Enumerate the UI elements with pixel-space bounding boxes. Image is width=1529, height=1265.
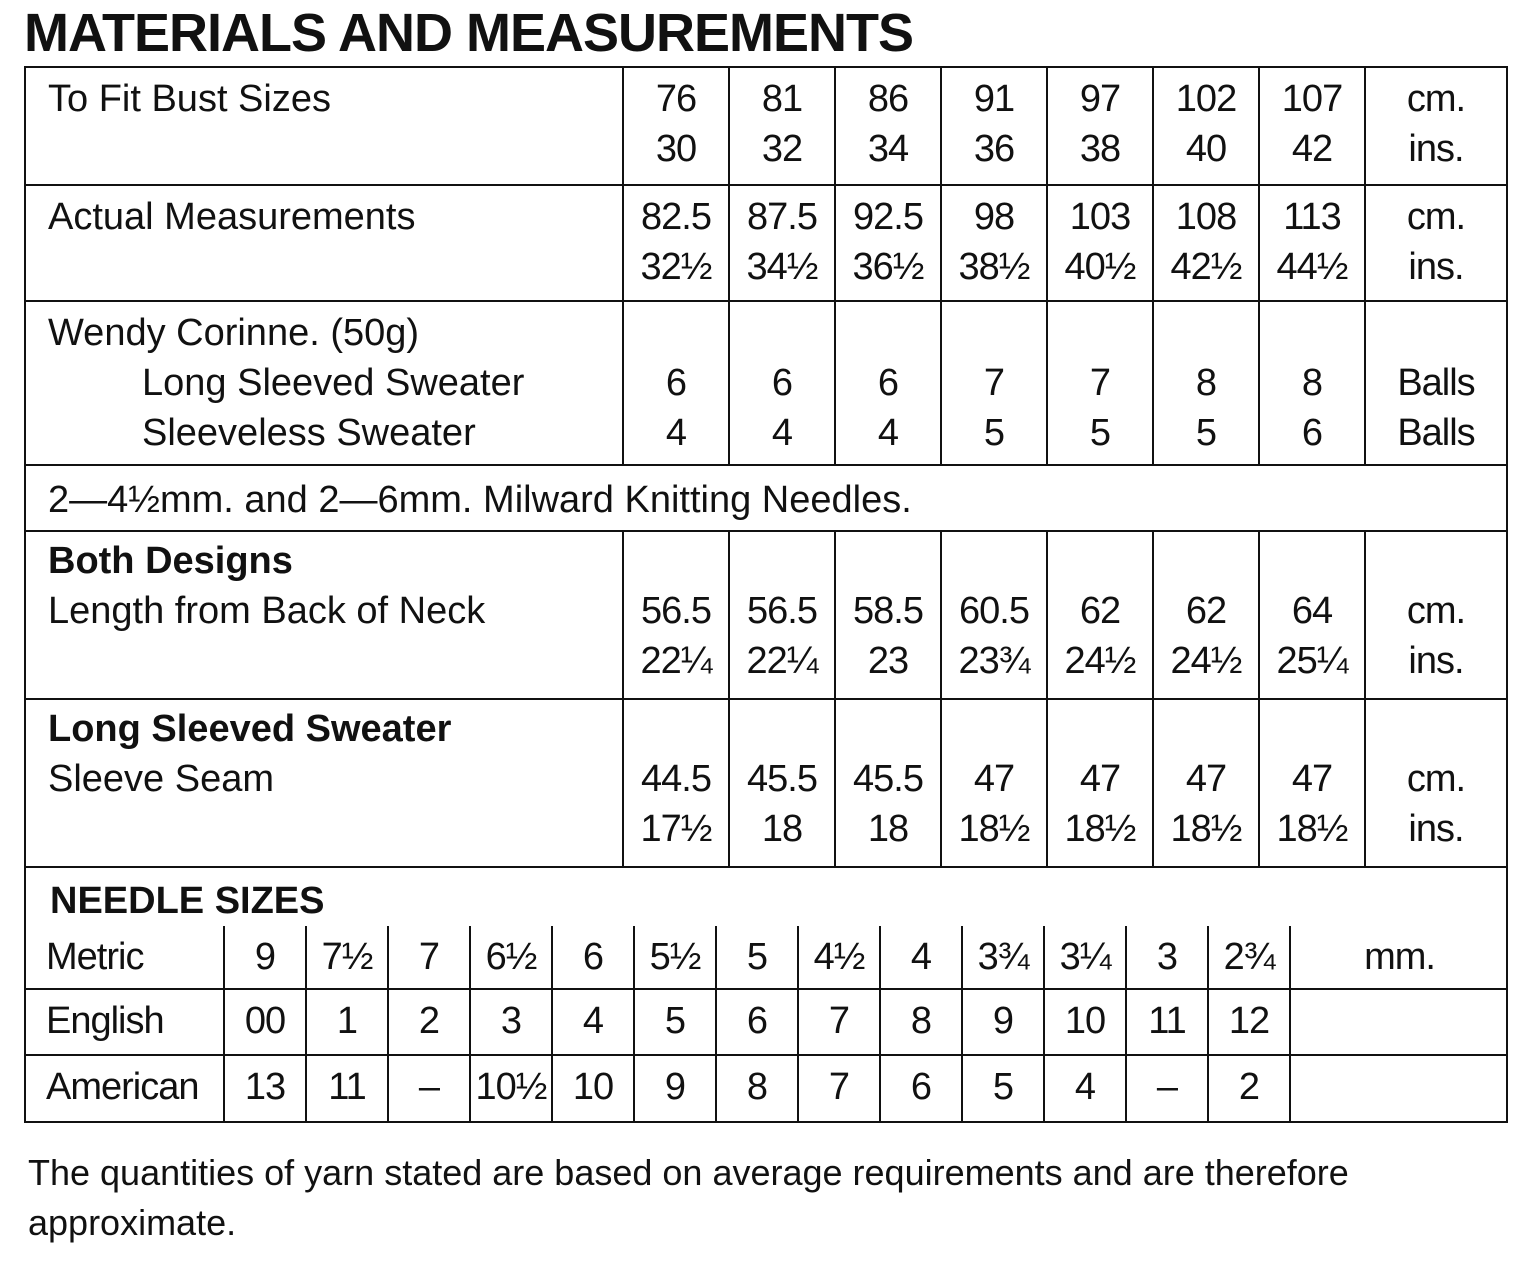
measurements-table — [24, 66, 1508, 1123]
sleeve-cell — [941, 699, 1047, 867]
english-value: 1 — [306, 989, 388, 1055]
both-ins: 25¼ — [1276, 640, 1348, 682]
yarn-cell — [1259, 301, 1365, 465]
american-value: 4 — [1044, 1055, 1126, 1121]
actual-cm: 108 — [1175, 196, 1237, 238]
both-cm: 56.5 — [641, 590, 711, 632]
both-ins: 23 — [867, 640, 909, 682]
both-cell — [1047, 531, 1153, 699]
sleeve-cm: 47 — [1079, 758, 1121, 800]
metric-value: 6½ — [470, 926, 552, 989]
actual-cell — [941, 185, 1047, 301]
yarn-sleeveless: 5 — [983, 412, 1005, 454]
sleeve-label: Sleeve Seam — [48, 758, 275, 800]
yarn-sleeveless: 4 — [877, 412, 899, 454]
both-cm: 60.5 — [959, 590, 1029, 632]
actual-cell — [729, 185, 835, 301]
actual-ins: 44½ — [1276, 246, 1348, 288]
sleeve-cm: 47 — [1185, 758, 1227, 800]
metric-value: 5½ — [634, 926, 716, 989]
both-cm: 56.5 — [747, 590, 817, 632]
american-unit-empty — [1290, 1055, 1508, 1121]
actual-cm: 103 — [1069, 196, 1131, 238]
metric-value: 6 — [552, 926, 634, 989]
actual-ins: 40½ — [1064, 246, 1136, 288]
yarn-unit-cell — [1365, 301, 1507, 465]
yarn-long: 7 — [983, 362, 1005, 404]
english-value: 12 — [1208, 989, 1290, 1055]
sleeve-label-cell — [25, 699, 623, 867]
page-title: MATERIALS AND MEASUREMENTS — [24, 3, 913, 63]
sleeve-ins: 18½ — [1170, 808, 1242, 850]
bust-cm: 76 — [655, 78, 697, 120]
english-value: 3 — [470, 989, 552, 1055]
yarn-sleeveless: 5 — [1195, 412, 1217, 454]
sleeve-heading: Long Sleeved Sweater — [48, 708, 452, 750]
needle-sizes-row — [25, 867, 1507, 1122]
bust-cm: 86 — [867, 78, 909, 120]
both-ins: 24½ — [1170, 640, 1242, 682]
yarn-sleeveless: 6 — [1301, 412, 1323, 454]
english-value: 7 — [798, 989, 880, 1055]
sleeve-cell — [729, 699, 835, 867]
both-cell — [941, 531, 1047, 699]
english-value: 2 — [388, 989, 470, 1055]
sleeve-cm: 47 — [973, 758, 1015, 800]
both-cell — [835, 531, 941, 699]
yarn-long: 6 — [877, 362, 899, 404]
needle-sizes-cell — [25, 867, 1507, 1122]
unit-ins: ins. — [1408, 640, 1464, 682]
both-cm: 62 — [1185, 590, 1227, 632]
bust-ins: 30 — [655, 128, 697, 170]
actual-cell — [1153, 185, 1259, 301]
actual-ins: 36½ — [852, 246, 924, 288]
american-value: 9 — [634, 1055, 716, 1121]
sleeve-row — [25, 699, 1507, 867]
english-value: 8 — [880, 989, 962, 1055]
metric-unit: mm. — [1290, 926, 1508, 989]
actual-ins: 42½ — [1170, 246, 1242, 288]
yarn-sleeveless: 4 — [665, 412, 687, 454]
bust-ins: 38 — [1079, 128, 1121, 170]
yarn-long: 8 — [1301, 362, 1323, 404]
both-unit-cell — [1365, 531, 1507, 699]
sleeve-ins: 18 — [761, 808, 803, 850]
actual-cell — [835, 185, 941, 301]
unit-ins: ins. — [1408, 246, 1464, 288]
both-ins: 23¾ — [958, 640, 1030, 682]
both-ins: 24½ — [1064, 640, 1136, 682]
actual-row — [25, 185, 1507, 301]
english-value: 10 — [1044, 989, 1126, 1055]
bust-cell — [729, 67, 835, 185]
bust-cm: 91 — [973, 78, 1015, 120]
metric-value: 5 — [716, 926, 798, 989]
unit-cm: cm. — [1406, 78, 1466, 120]
yarn-cell — [1047, 301, 1153, 465]
yarn-row — [25, 301, 1507, 465]
bust-cell — [1047, 67, 1153, 185]
metric-value: 3¼ — [1044, 926, 1126, 989]
yarn-cell — [835, 301, 941, 465]
american-value: 8 — [716, 1055, 798, 1121]
bust-ins: 42 — [1291, 128, 1333, 170]
sleeve-cell — [835, 699, 941, 867]
metric-value: 4 — [880, 926, 962, 989]
american-row — [26, 1055, 1508, 1121]
sleeve-ins: 18 — [867, 808, 909, 850]
both-cell — [1153, 531, 1259, 699]
sleeve-unit-cell — [1365, 699, 1507, 867]
both-cell — [1259, 531, 1365, 699]
bust-ins: 40 — [1185, 128, 1227, 170]
sleeve-cell — [1047, 699, 1153, 867]
bust-cm: 102 — [1175, 78, 1237, 120]
bust-cell — [941, 67, 1047, 185]
unit-cm: cm. — [1406, 590, 1466, 632]
bust-cell — [1153, 67, 1259, 185]
yarn-sleeveless-label: Sleeveless Sweater — [142, 412, 476, 454]
sleeve-cm: 44.5 — [641, 758, 711, 800]
bust-row — [25, 67, 1507, 185]
metric-row — [26, 926, 1508, 989]
bust-cm: 81 — [761, 78, 803, 120]
american-value: 5 — [962, 1055, 1044, 1121]
yarn-long: 7 — [1089, 362, 1111, 404]
american-value: – — [388, 1055, 470, 1121]
english-value: 6 — [716, 989, 798, 1055]
footer-note: The quantities of yarn stated are based on average requirements and are therefore approximate. — [28, 1152, 1349, 1243]
yarn-sleeveless: 4 — [771, 412, 793, 454]
actual-cm: 98 — [973, 196, 1015, 238]
both-ins: 22¼ — [640, 640, 712, 682]
both-cm: 62 — [1079, 590, 1121, 632]
yarn-long-label: Long Sleeved Sweater — [142, 362, 525, 404]
actual-unit-cell — [1365, 185, 1507, 301]
actual-ins: 38½ — [958, 246, 1030, 288]
american-value: 13 — [224, 1055, 306, 1121]
sleeve-cell — [1153, 699, 1259, 867]
unit-ins: ins. — [1408, 128, 1464, 170]
bust-cell — [623, 67, 729, 185]
bust-ins: 32 — [761, 128, 803, 170]
english-value: 5 — [634, 989, 716, 1055]
bust-label: To Fit Bust Sizes — [25, 67, 623, 185]
both-cm: 58.5 — [853, 590, 923, 632]
english-row — [26, 989, 1508, 1055]
english-value: 4 — [552, 989, 634, 1055]
yarn-cell — [729, 301, 835, 465]
american-value: 10 — [552, 1055, 634, 1121]
yarn-cell — [623, 301, 729, 465]
both-label-cell — [25, 531, 623, 699]
metric-label: Metric — [26, 926, 224, 989]
metric-value: 3¾ — [962, 926, 1044, 989]
sleeve-cm: 45.5 — [853, 758, 923, 800]
english-label: English — [26, 989, 224, 1055]
sleeve-ins: 18½ — [1064, 808, 1136, 850]
yarn-long: 6 — [771, 362, 793, 404]
english-value: 00 — [224, 989, 306, 1055]
yarn-cell — [941, 301, 1047, 465]
unit-cm: cm. — [1406, 758, 1466, 800]
both-cell — [623, 531, 729, 699]
needles-note: 2—4½mm. and 2—6mm. Milward Knitting Needles. — [25, 465, 1507, 531]
bust-cm: 97 — [1079, 78, 1121, 120]
actual-cell — [623, 185, 729, 301]
american-value: 7 — [798, 1055, 880, 1121]
american-value: 2 — [1208, 1055, 1290, 1121]
unit-cm: cm. — [1406, 196, 1466, 238]
metric-value: 2¾ — [1208, 926, 1290, 989]
english-unit-empty — [1290, 989, 1508, 1055]
yarn-long: 6 — [665, 362, 687, 404]
yarn-label: Wendy Corinne. (50g) — [48, 312, 420, 354]
sleeve-ins: 17½ — [640, 808, 712, 850]
sleeve-cell — [1259, 699, 1365, 867]
both-heading: Both Designs — [48, 540, 293, 582]
unit-balls: Balls — [1397, 412, 1475, 454]
metric-value: 7 — [388, 926, 470, 989]
yarn-cell — [1153, 301, 1259, 465]
american-value: 10½ — [470, 1055, 552, 1121]
metric-value: 4½ — [798, 926, 880, 989]
needle-sizes-heading: NEEDLE SIZES — [50, 880, 325, 922]
unit-ins: ins. — [1408, 808, 1464, 850]
sleeve-cm: 47 — [1291, 758, 1333, 800]
both-cm: 64 — [1291, 590, 1333, 632]
actual-cm: 87.5 — [747, 196, 817, 238]
actual-cm: 92.5 — [853, 196, 923, 238]
yarn-label-cell — [25, 301, 623, 465]
actual-cell — [1047, 185, 1153, 301]
american-label: American — [26, 1055, 224, 1121]
bust-cell — [1259, 67, 1365, 185]
both-cell — [729, 531, 835, 699]
needles-note-row — [25, 465, 1507, 531]
metric-value: 9 — [224, 926, 306, 989]
both-ins: 22¼ — [746, 640, 818, 682]
english-value: 9 — [962, 989, 1044, 1055]
bust-ins: 36 — [973, 128, 1015, 170]
actual-label: Actual Measurements — [25, 185, 623, 301]
needle-sizes-table — [26, 926, 1508, 1121]
sleeve-cm: 45.5 — [747, 758, 817, 800]
actual-cm: 82.5 — [641, 196, 711, 238]
yarn-long: 8 — [1195, 362, 1217, 404]
bust-unit-cell — [1365, 67, 1507, 185]
actual-ins: 32½ — [640, 246, 712, 288]
metric-value: 7½ — [306, 926, 388, 989]
english-value: 11 — [1126, 989, 1208, 1055]
actual-ins: 34½ — [746, 246, 818, 288]
actual-cell — [1259, 185, 1365, 301]
american-value: 11 — [306, 1055, 388, 1121]
sleeve-ins: 18½ — [958, 808, 1030, 850]
bust-cm: 107 — [1281, 78, 1343, 120]
bust-cell — [835, 67, 941, 185]
american-value: 6 — [880, 1055, 962, 1121]
metric-value: 3 — [1126, 926, 1208, 989]
actual-cm: 113 — [1283, 196, 1341, 238]
both-row — [25, 531, 1507, 699]
bust-ins: 34 — [867, 128, 909, 170]
unit-balls: Balls — [1397, 362, 1475, 404]
american-value: – — [1126, 1055, 1208, 1121]
sleeve-cell — [623, 699, 729, 867]
sleeve-ins: 18½ — [1276, 808, 1348, 850]
yarn-sleeveless: 5 — [1089, 412, 1111, 454]
both-label: Length from Back of Neck — [48, 590, 486, 632]
